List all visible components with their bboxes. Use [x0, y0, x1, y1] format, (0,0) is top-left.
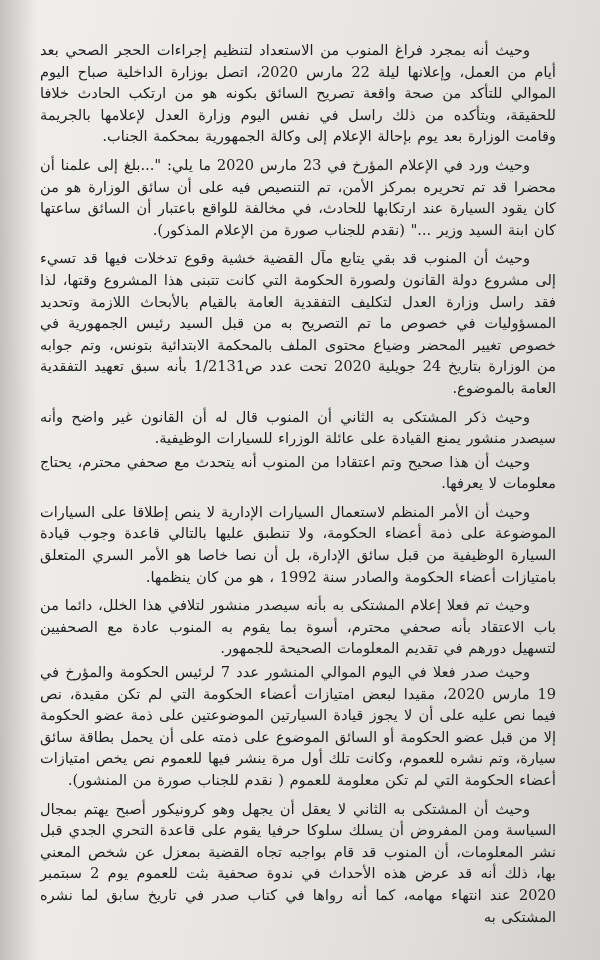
- document-body: [40, 40, 556, 928]
- paragraph-administrative-order: وحيث أن الأمر المنظم لاستعمال السيارات الإدارية لا ينص إطلاقا على السيارات الموضوعة على ذمة أعضاء الحكومة، ولا تنطبق عليها بالتالي قاعدة وجوب قيادة السيارة الوظيفية من قبل سائق الإدارة، بل أن نصا خاصا هو الأمر السري المتعلق بامتيازات أعضاء الحكومة والصادر سنة 1992 ، هو من كان ينظمها.: [40, 503, 556, 586]
- paragraph-defendant-statement: وحيث ذكر المشتكى به الثاني أن المنوب قال له أن القانون غير واضح وأنه سيصدر منشور يمنع القيادة على عائلة الوزراء للسيارات الوظيفية.: [40, 408, 556, 448]
- page-binding-shadow: [0, 0, 38, 960]
- paragraph-circular-issued: وحيث صدر فعلا في اليوم الموالي المنشور عدد 7 لرئيس الحكومة والمؤرخ في 19 مارس 2020، مقيدا لبعض امتيازات أعضاء الحكومة التي لم تكن مقيدة، نص فيما نص عليه على أن لا يجوز قيادة السيارتين الموضوعتين على ذمة عضو الحكومة إلا من قبل عضو الحكومة أو السائق الموضوع على ذمته على أن يحمل بطاقة سائق سيارة، وتم نشره للعموم، وكانت تلك أول مرة ينشر فيها للعموم نص يخص امتيازات أعضاء الحكومة التي لم تكن معلومة للعموم ( نقدم للجناب صورة من المنشور).: [40, 664, 557, 789]
- paragraph-notice-quote: وحيث ورد في الإعلام المؤرخ في 23 مارس 2020 ما يلي: "...بلغ إلى علمنا أن محضرا قد تم تحريره بمركز الأمن، تم التنصيص فيه على أن سائق الوزارة هو من كان يقود السيارة عند ارتكابها للحادث، في مخالفة للواقع باعتبار أن السائق ساعتها كان ابنة السيد وزير ..." (نقدم للجناب صورة من الإعلام المذكور).: [40, 156, 556, 239]
- paragraph-drafting-complaint: وحيث أنه بمجرد فراغ المنوب من الاستعداد لتنظيم إجراءات الحجر الصحي بعد أيام من العمل، وإعلانها ليلة 22 مارس 2020، اتصل بوزارة الداخلية صباح اليوم الموالي للتأكد من صحة واقعة تصريح السائق بكونه هو من ارتكب الحادث خلافا للحقيقة، وبتأكده من ذلك راسل في نفس اليوم وزارة العدل لإعلامها بالجريمة وقامت الوزارة بعد يوم بإحالة الإعلام إلى وكالة الجمهورية بمحكمة الجناب.: [40, 42, 556, 146]
- paragraph-circular-announcement: وحيث تم فعلا إعلام المشتكى به بأنه سيصدر منشور لتلافي هذا الخلل، دائما من باب الاعتقاد بأنه صحفي محترم، أسوة بما يقوم به المنوب عادة مع الصحفيين لتسهيل دورهم في تقديم المعلومات الصحيحة للجمهور.: [40, 597, 556, 658]
- paragraph-inspection-request: وحيث أن المنوب قد بقي يتابع مآل القضية خشية وقوع تدخلات فيها قد تسيء إلى مشروع دولة القانون ولصورة الحكومة التي كانت تتبنى هذا المشروع وقتها، لذا فقد راسل وزارة العدل لتكليف التفقدية العامة بالقيام بالأبحاث اللازمة وتحديد المسؤوليات في خصوص ما تم التصريح به من قبل السيد رئيس الجمهورية في خصوص تغيير المحضر وضياع محتوى الملف بالمحكمة الابتدائية بتونس، وتم جوابه من الوزارة بتاريخ 24 جويلية 2020 تحت عدد ص1/2131 بأنه سبق تعهيد التفقدية العامة بالموضوع.: [40, 250, 556, 397]
- paragraph-press-conference: وحيث أن المشتكى به الثاني لا يعقل أن يجهل وهو كرونيكور أصبح يهتم بمجال السياسة ومن المفروض أن يسلك سلوكا حرفيا يقوم على قاعدة التحري الجدي قبل نشر المعلومات، أن المنوب قد قام بواجبه تجاه القضية بمعزل عن شخص المعني بها، ذلك أنه قد عرض هذه الأحداث في ندوة صحفية بثت للعموم يوم 2 سبتمبر 2020 عند انتهاء مهامه، كما أنه رواها في كتاب صدر في تاريخ سابق لما نشره المشتكى به: [40, 800, 556, 926]
- paragraph-journalist-belief: وحيث أن هذا صحيح وتم اعتقادا من المنوب أنه يتحدث مع صحفي محترم، يحتاج معلومات لا يعرفها.: [40, 453, 556, 493]
